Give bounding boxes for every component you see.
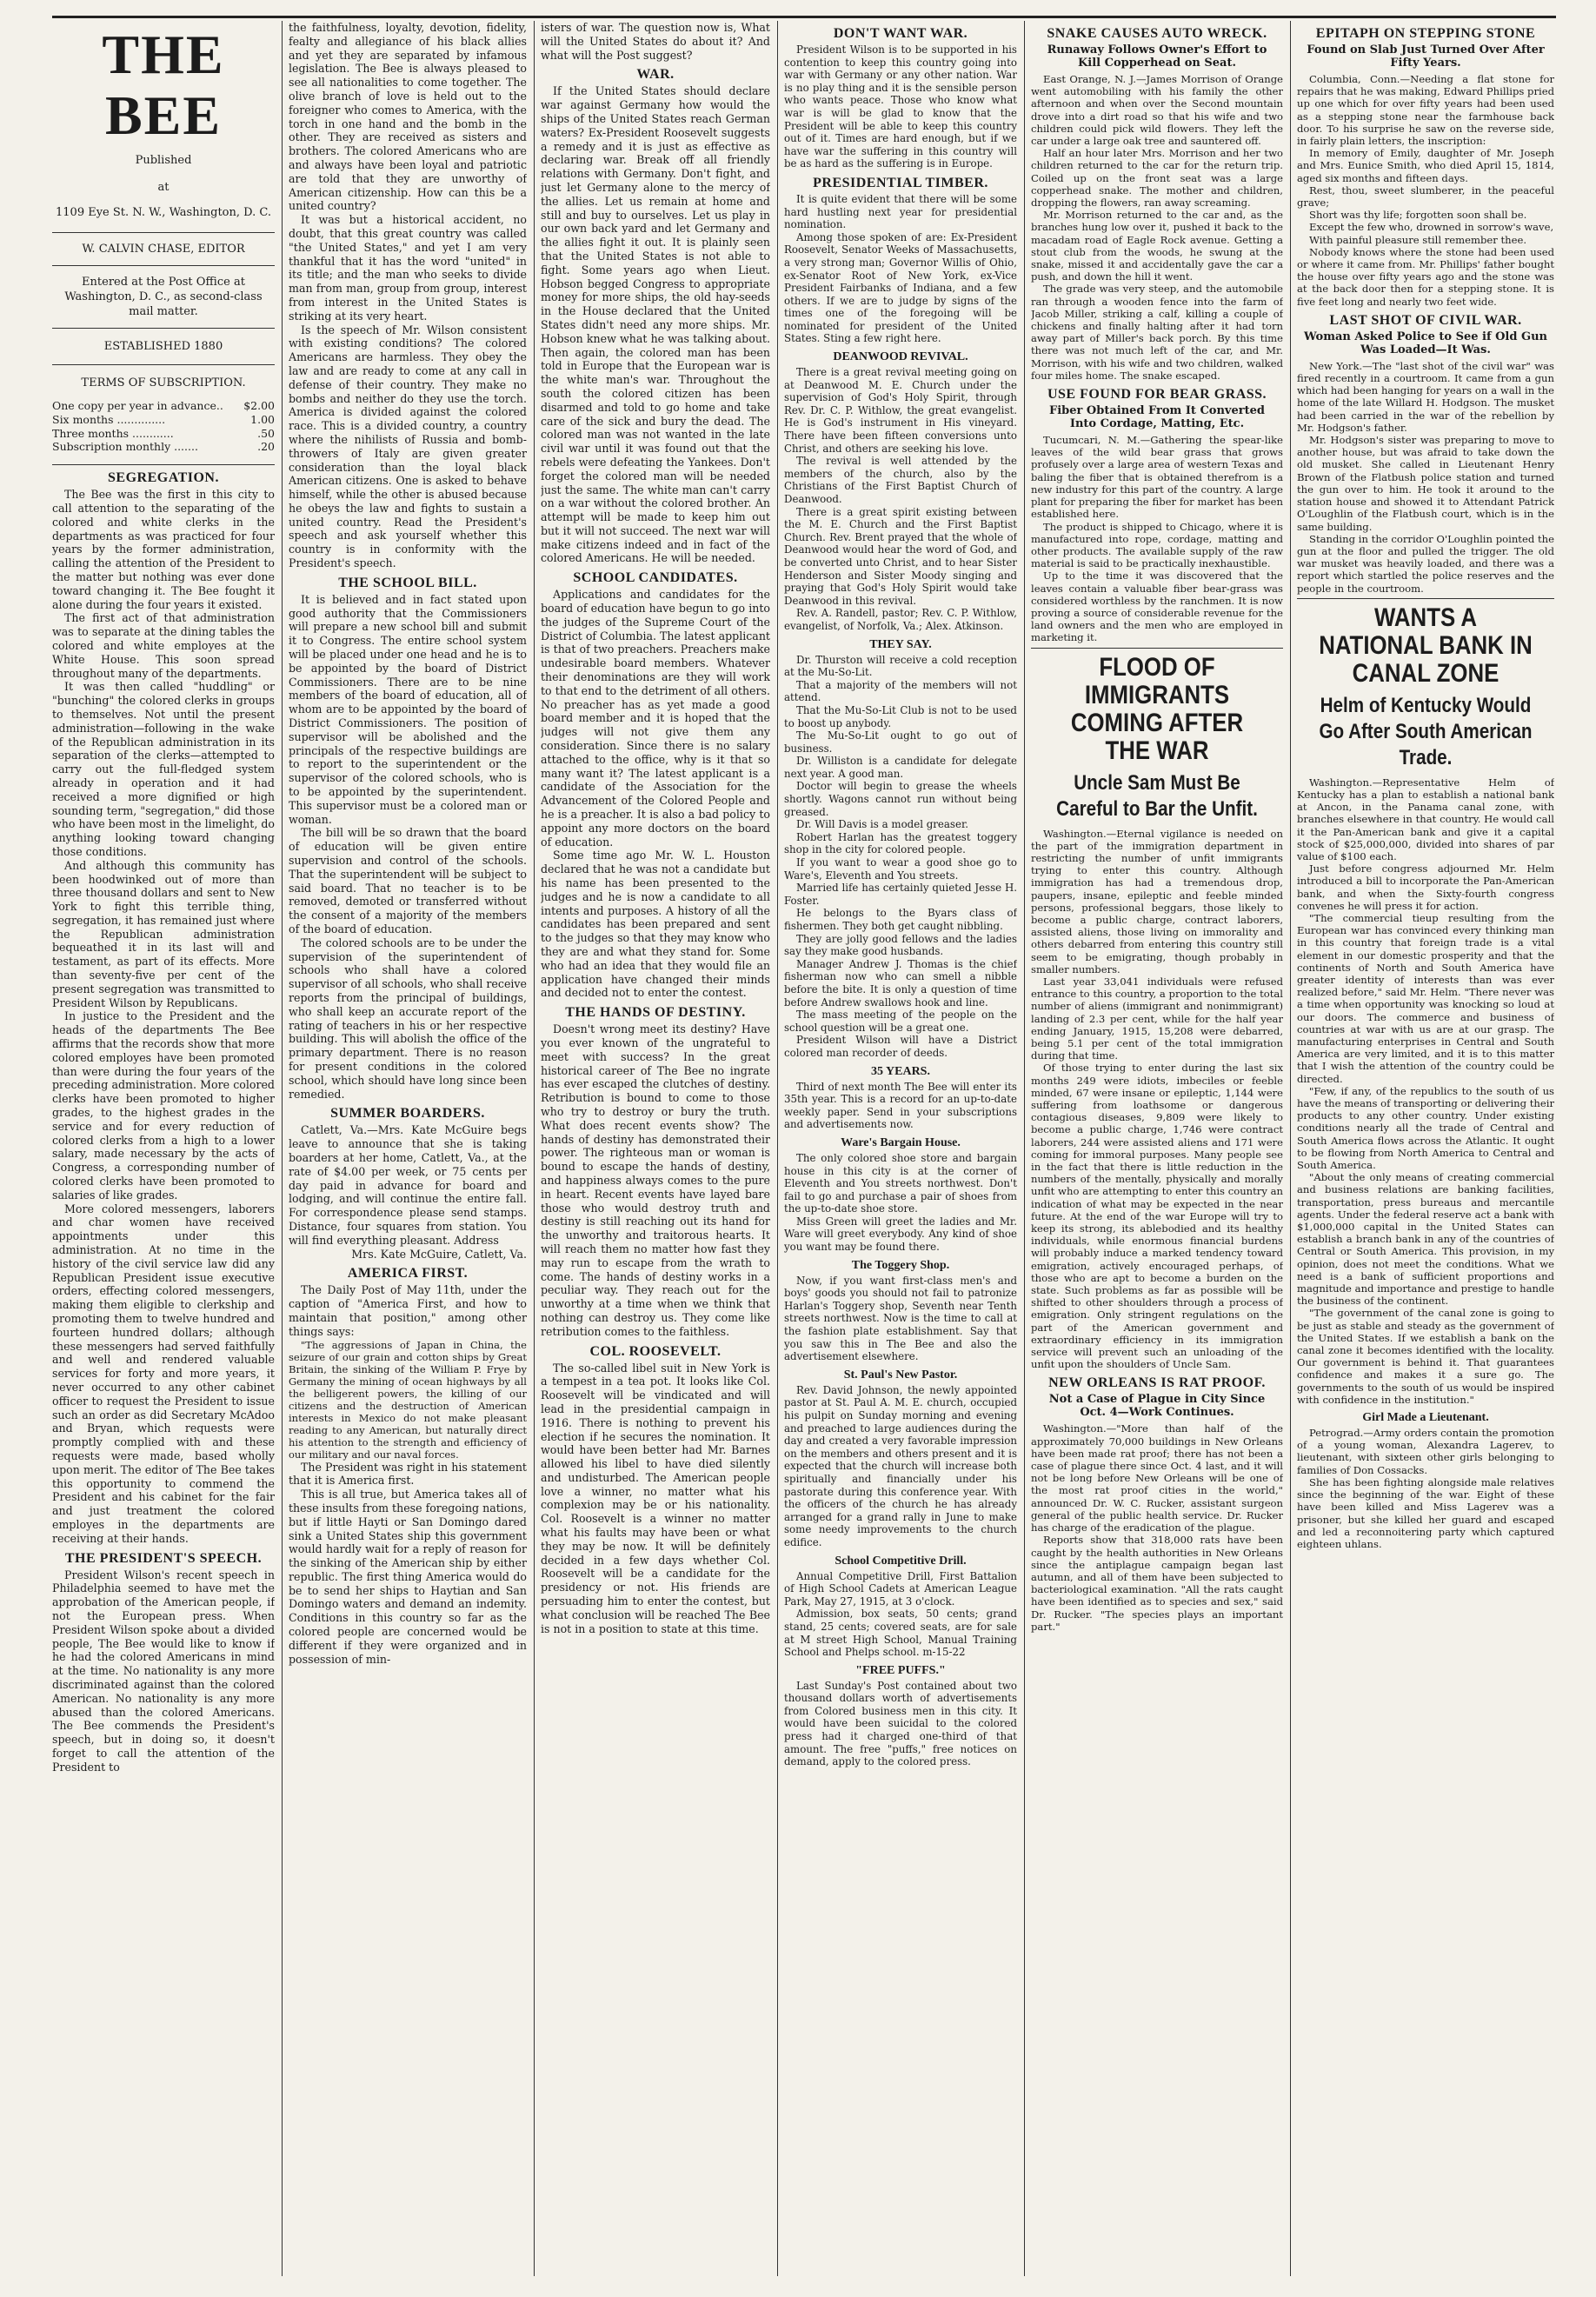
article-paragraph: Robert Harlan has the greatest toggery shop in the city for colored people. xyxy=(784,830,1017,856)
divider xyxy=(52,364,275,365)
article-paragraph: Admission, box seats, 50 cents; grand stand, 25 cents; covered seats, are for sale at M street High School, Manual Training School and Phelps school. m-15-22 xyxy=(784,1608,1017,1659)
headline-toggery-shop: The Toggery Shop. xyxy=(851,1258,950,1272)
article-paragraph: The bill will be so drawn that the board of education will be given entire supervision and control of the schools. That the superintendent will be subject to said board. That no teacher is to be removed, demoted or transferred without the consent of a majority of the members of the board of education. xyxy=(289,826,527,935)
article-paragraph: Is the speech of Mr. Wilson consistent with existing conditions? The colored Americans are harmless. They obey the law and are ready to come at any call in defense of their country. They make no bombs and neither do they use the torch. America is divided against the colored race. This is a divided country, a country where the nihilists of Russia and bomb-throwers of Italy are given greater consideration than the loyal black American citizens. One is asked to behave himself, while the other is abused because he obeys the law and fights to sustain a united country. Read the President's speech and ask yourself whether this country is in conformity with the President's speech. xyxy=(289,323,527,570)
article-paragraph: She has been fighting alongside male relatives since the beginning of the war. Eight of these have been killed and Miss Lagerev was a prisoner, but she killed her guard and escaped and led a reconnoitering party which captured eighteen uhlans. xyxy=(1297,1475,1554,1550)
headline-america-first: AMERICA FIRST. xyxy=(347,1266,469,1282)
article-paragraph: Petrograd.—Army orders contain the promotion of a young woman, Alexandra Lagerev, to lieutenant, with sixteen other girls belonging to families of Don Cossacks. xyxy=(1297,1427,1554,1476)
headline-last-shot: LAST SHOT OF CIVIL WAR. xyxy=(1329,312,1522,328)
terms-title: TERMS OF SUBSCRIPTION. xyxy=(81,376,246,389)
article-paragraph: It is quite evident that there will be some hard hustling next year for presidential nomination. xyxy=(784,192,1017,231)
column-rule xyxy=(777,21,778,2276)
article-paragraph: Catlett, Va.—Mrs. Kate McGuire begs leave to announce that she is taking boarders at her home, Catlett, Va., at the rate of $4.00 per week, or 75 cents per day paid in advance for board and lodging, and will continue the entire fall. For correspondence please send stamps. Distance, four squares from station. You will find everything pleasant. Address xyxy=(289,1123,527,1247)
established: ESTABLISHED 1880 xyxy=(103,340,223,353)
article-paragraph: Reports show that 318,000 rats have been caught by the health authorities in New Orleans since the antiplague campaign began last autumn, and all of them have been subjected to bacteriological examination. "All the rats caught have been identified as to species and sex," said Dr. Rucker. "The species plays an important part." xyxy=(1031,1534,1283,1633)
article-paragraph: The Daily Post of May 11th, under the caption of "America First, and how to maintain that position," among other things says: xyxy=(289,1283,527,1338)
article-paragraph: Standing in the corridor O'Loughlin pointed the gun at the floor and pulled the trigger. The old war musket was heavily loaded, and there was a report which startled the police reserves and the people in the courtroom. xyxy=(1297,532,1554,595)
headline-hands-of-destiny: THE HANDS OF DESTINY. xyxy=(565,1005,746,1021)
headline-presidential-timber: PRESIDENTIAL TIMBER. xyxy=(813,175,988,190)
address: 1109 Eye St. N. W., Washington, D. C. xyxy=(56,206,271,219)
headline-wares-bargain-house: Ware's Bargain House. xyxy=(841,1135,961,1149)
article-paragraph: President Wilson is to be supported in his contention to keep this country going into war with Germany or any other nation. War is no play thing and it is the sensible person who wants peace. Those who know what war is will be glad to know that the President will be able to keep this country out of it. Times are hard enough, but if we have war the suffering in this country will be as hard as the suffering is in Europe. xyxy=(784,43,1017,170)
article-paragraph: Just before congress adjourned Mr. Helm introduced a bill to incorporate the Pan-American bank, and when the Sixty-fourth congress convenes he will press it for action. xyxy=(1297,862,1554,912)
top-rule xyxy=(52,16,1556,18)
verse-line: Except the few who, drowned in sorrow's wave, xyxy=(1309,221,1554,234)
headline-deanwood-revival: DEANWOOD REVIVAL. xyxy=(833,350,968,364)
headline-col-roosevelt: COL. ROOSEVELT. xyxy=(589,1343,722,1359)
headline-school-bill: THE SCHOOL BILL. xyxy=(338,575,477,590)
terms-row: Six months .............. 1.00 xyxy=(52,412,275,426)
article-paragraph: Last Sunday's Post contained about two thousand dollars worth of advertisements from Colored business men in this city. It would have been suicidal to the colored press had it charged one-third of that amount. The free "puffs," free notices on demand, apply to the colored press. xyxy=(784,1679,1017,1768)
article-paragraph: The Bee was the first in this city to call attention to the separating of the colored and white clerks in the departments as was practiced for four years by the former administration, calling the attention of the President to the matter but nothing was ever done toward changing it. The Bee fought it alone during the four years it existed. xyxy=(52,488,275,611)
article-paragraph: There is a great revival meeting going on at Deanwood M. E. Church under the supervision of God's Holy Spirit, through Rev. Dr. C. P. Withlow, the great evangelist. He is God's instrument in His vineyard. There have been fifteen conversions unto Christ, and others are seeking his love. xyxy=(784,366,1017,455)
headline-presidents-speech: THE PRESIDENT'S SPEECH. xyxy=(64,1550,263,1566)
published-label: Published xyxy=(135,154,192,167)
divider xyxy=(52,265,275,266)
article-paragraph: It is believed and in fact stated upon good authority that the Commissioners will prepare a new school bill and submit it to Congress. The entire school system will be placed under one head and he is to be appointed by the board of District Commissioners. There are to be nine members of the board of education, all of whom are to be appointed by the board of District Commissioners. The position of supervisor will be abolished and the principals of the respective buildings are to report to the superintendent or the supervisor of the colored schools, who is to be appointed by the superintendent. This supervisor must be a colored man or woman. xyxy=(289,592,527,826)
terms-row: Subscription monthly ....... .20 xyxy=(52,440,275,454)
divider xyxy=(52,328,275,329)
article-paragraph: Annual Competitive Drill, First Battalion of High School Cadets at American League Park, May 27, 1915, at 3 o'clock. xyxy=(784,1569,1017,1608)
column-rule xyxy=(282,21,283,2276)
article-paragraph: Miss Green will greet the ladies and Mr. Ware will greet everybody. Any kind of shoe you want may be found there. xyxy=(784,1215,1017,1254)
article-paragraph: "Few, if any, of the republics to the south of us have the means of transporting or delivering their products to any other country. Under existing conditions nearly all the trade of Central and South America flows across the Atlantic. It ought to be flowing from North America to Central and South America. xyxy=(1297,1084,1554,1172)
article-paragraph: Washington.—Representative Helm of Kentucky has a plan to establish a national bank at Ancon, in the Panama canal zone, with branches elsewhere in that country. He would call it the Pan-American bank and give it a capital stock of $25,000,000, divided into shares of par value of $100 each. xyxy=(1297,776,1554,862)
article-paragraph: Rev. David Johnson, the newly appointed pastor at St. Paul A. M. E. church, occupied his pulpit on Sunday morning and evening and preached to large audiences during the day and created a very favorable impression on the members and others present and it is expected that the church will increase both spiritually and financially under his pastorate during this conference year. With the officers of the church he has already arranged for a grand rally in June to make some needy improvements to the church edifice. xyxy=(784,1383,1017,1548)
article-paragraph: This is all true, but America takes all of these insults from these foregoing nations, but if little Hayti or San Domingo dared sink a United States ship this government would hardly wait for a reply of reason for the sinking of the American ship by either republic. The first thing America would do be to send her ships to Haytian and San Domingo waters and demand an indemity. Conditions in this country so far as the colored people are concerned would be different if they were organized and in possession of min- xyxy=(289,1488,527,1666)
article-paragraph: Manager Andrew J. Thomas is the chief fisherman now who can smell a nibble before the bite. It is only a question of time before Andrew swallows hook and line. xyxy=(784,957,1017,1009)
verse-line: With painful pleasure still remember thee. xyxy=(1309,233,1527,246)
headline-war: WAR. xyxy=(636,67,675,83)
article-paragraph: If you want to wear a good shoe go to Ware's, Eleventh and You streets. xyxy=(784,856,1017,882)
column-1 xyxy=(52,21,275,2276)
subhead: Woman Asked Police to See if Old Gun Was Loaded—It Was. xyxy=(1304,330,1547,356)
article-paragraph: President Wilson will have a District colored man recorder of deeds. xyxy=(784,1034,1017,1059)
article-paragraph: There is a great spirit existing between the M. E. Church and the First Baptist Church. Rev. Brent prayed that the whole of Deanwood would hear the word of God, and be converted unto Christ, and to hear Sister Henderson and Sister Moody singing and praying that God's Holy Spirit would take Deanwood in this revival. xyxy=(784,505,1017,607)
article-paragraph: Dr. Thurston will receive a cold reception at the Mu-So-Lit. xyxy=(784,653,1017,679)
article-paragraph: Now, if you want first-class men's and boys' goods you should not fail to patronize Harlan's Toggery shop, Seventh near Tenth streets northwest. Now is the time to call at the fashion plate establishment. Say that you saw this in The Bee and also the advertisement elsewhere. xyxy=(784,1274,1017,1363)
headline-snake-auto-wreck: SNAKE CAUSES AUTO WRECK. xyxy=(1047,26,1267,41)
article-paragraph: New York.—The "last shot of the civil war" was fired recently in a courtroom. It came from a gun which had been hanging for years on a wall in the home of the late Willard H. Hodgson. The musket had been carried in the war of the rebellion by Mr. Hodgson's father. xyxy=(1297,359,1554,434)
article-paragraph: isters of war. The question now is, What will the United States do about it? And what will the Post suggest? xyxy=(541,21,770,62)
article-paragraph: the faithfulness, loyalty, devotion, fidelity, fealty and allegiance of his black allies and yet they are separated by infamous legislation. The Bee is always pleased to see all nationalities to come together. The olive branch of love is held out to the foreigner who comes to America, with the torch in one hand and the bomb in the other. They are received as sisters and brothers. The colored Americans who are and always have been loyal and patriotic are told that they are unworthy of American citizenship. How can this be a united country? xyxy=(289,21,527,213)
article-paragraph: Washington.—"More than half of the approximately 70,000 buildings in New Orleans have been made rat proof; there has not been a case of plague there since Oct. 4 last, and it will not be long before New Orleans will be one of the most rat proof cities in the world," announced Dr. W. C. Rucker, assistant surgeon general of the public health service. Dr. Rucker has charge of the eradication of the plague. xyxy=(1031,1422,1283,1535)
column-rule xyxy=(534,21,535,2276)
masthead-title: THE BEE xyxy=(102,23,225,146)
article-paragraph: Some time ago Mr. W. L. Houston declared that he was not a candidate but his name has been presented to the judges and he is now a candidate to all intents and purposes. A history of all the candidates has been prepared and sent to the judges so that they may know who they are and what they stand for. Some who had an idea that they would file an application have changed their minds and decided not to enter the contest. xyxy=(541,849,770,1000)
article-paragraph: The so-called libel suit in New York is a tempest in a tea pot. It looks like Col. Roosevelt will be vindicated and will lead in the presidential campaign in 1916. There is nothing to prevent his election if he secures the nomination. It would have been better had Mr. Barnes allowed his libel to have died silently and undisturbed. The American people love a winner, no matter what his complexion may be or his nationality. Col. Roosevelt is a winner no matter what his faults may have been or what they may be now. It will be definitely decided in a few days whether Col. Roosevelt will be a candidate for the presidency or not. His friends are persuading him to enter the contest, but what conclusion will be reached The Bee is not in a position to state at this time. xyxy=(541,1361,770,1635)
article-paragraph: Up to the time it was discovered that the leaves contain a valuable fiber bear-grass was considered worthless by the ranchmen. It is now proving a source of considerable revenue for the land owners and the men who are employed in marketing it. xyxy=(1031,569,1283,644)
column-5 xyxy=(1031,21,1283,2276)
headline-bear-grass: USE FOUND FOR BEAR GRASS. xyxy=(1047,387,1267,403)
column-4 xyxy=(784,21,1017,2276)
article-paragraph: And although this community has been hoodwinked out of more than three thousand dollars and sent to New York to fight this terrible thing, segregation, it has remained just where the Republican administration bequeathed it in its last will and testament, as part of its effects. More than seventy-five per cent of the present segregation was transmitted to President Wilson by Republicans. xyxy=(52,858,275,1009)
article-paragraph: Mr. Hodgson's sister was preparing to move to another house, but was afraid to take down the old musket. She called in Lieutenant Henry Brown of the Flatbush police station and turned the gun over to him. He took it around to the station house and showed it to Attendant Patrick O'Loughlin of the Flatbush court, which is in the same building. xyxy=(1297,434,1554,533)
headline-dont-want-war: DON'T WANT WAR. xyxy=(833,26,968,41)
entered-notice: Entered at the Post Office at Washington, D. C., as second-class mail matter. xyxy=(64,276,263,318)
article-paragraph: Washington.—Eternal vigilance is needed on the part of the immigration department in restricting the number of unfit immigrants trying to enter this country. Although immigration has had a tremendous drop, paupers, insane, epileptic and feeble minded persons, professional beggars, those likely to become a public charge, contract laborers, assisted aliens, those living on immorality and others debarred from entering this country still seem to be emigrating, though probably in smaller numbers. xyxy=(1031,827,1283,975)
article-paragraph: Nobody knows where the stone had been used or where it came from. Mr. Phillips' father bought the house over fifty years ago and the stone was at the back door then for a stepping stone. It is five feet long and nearly two feet wide. xyxy=(1297,245,1554,308)
article-paragraph: The President was right in his statement that it is America first. xyxy=(289,1460,527,1488)
divider xyxy=(1297,598,1554,599)
column-3 xyxy=(541,21,770,2276)
headline-girl-lieutenant: Girl Made a Lieutenant. xyxy=(1362,1411,1489,1425)
headline-st-pauls-pastor: St. Paul's New Pastor. xyxy=(843,1368,958,1382)
article-paragraph: Married life has certainly quieted Jesse H. Foster. xyxy=(784,882,1017,907)
headline-segregation: SEGREGATION. xyxy=(108,470,219,486)
article-paragraph: It was but a historical accident, no doubt, that this great country was called "the United States," and yet I am very thankful that it has the word "united" in its title; and the man who seeks to divide man from man, group from group, interest from interest in the United States is striking at its very heart. xyxy=(289,213,527,323)
headline-new-orleans: NEW ORLEANS IS RAT PROOF. xyxy=(1048,1375,1266,1391)
article-paragraph: East Orange, N. J.—James Morrison of Orange went automobiling with his family the other afternoon and when over the Second mountain drove into a dirt road so that his wife and two children could pick wild flowers. They left the car under a large oak tree and sauntered off. xyxy=(1031,73,1283,148)
subhead: Runaway Follows Owner's Effort to Kill Copperhead on Seat. xyxy=(1047,43,1267,70)
article-paragraph: Columbia, Conn.—Needing a flat stone for repairs that he was making, Edward Phillips pried up one which for over fifty years had been used as a stepping stone near the farmhouse back door. To his surprise he saw on the reverse side, in fairly plain letters, the inscription: xyxy=(1297,73,1554,148)
headline-epitaph: EPITAPH ON STEPPING STONE xyxy=(1315,26,1536,41)
article-paragraph: Tucumcari, N. M.—Gathering the spear-like leaves of the wild bear grass that grows profusely over a large area of western Texas and baling the fiber that is obtained therefrom is a new industry for this part of the country. A large plant for preparing the fiber for market has been established here. xyxy=(1031,434,1283,521)
headline-summer-boarders: SUMMER BOARDERS. xyxy=(330,1106,485,1122)
headline-free-puffs: "FREE PUFFS." xyxy=(855,1663,946,1677)
headline-they-say: THEY SAY. xyxy=(869,637,932,651)
terms-row: Three months ............ .50 xyxy=(52,426,275,440)
headline-national-bank: WANTS A NATIONAL BANK IN CANAL ZONE xyxy=(1319,603,1533,688)
article-paragraph: Applications and candidates for the board of education have begun to go into the judges of the Supreme Court of the District of Columbia. The latest applicant is that of two preachers. Preachers make undesirable board members. Whatever their denominations are they will work to that end to the detriment of all others. No preacher has as yet made a good board member and it is hoped that the judges will not give them any consideration. Since there is no salary attached to the office, why is it that so many want it? The latest applicant is a candidate of the Association for the Advancement of the Colored People and he is a preacher. It is also a bad policy to appoint any more doctors on the board of education. xyxy=(541,588,770,849)
divider xyxy=(52,232,275,233)
article-paragraph: That a majority of the members will not attend. xyxy=(784,678,1017,704)
newspaper-page xyxy=(52,16,1556,2276)
divider xyxy=(52,464,275,465)
article-paragraph: Among those spoken of are: Ex-President Roosevelt, Senator Weeks of Massachusetts, a very strong man; Governor Willis of Ohio, ex-Senator Root of New York, ex-Vice President Fairbanks of Indiana, and a few others. If we are to judge by signs of the times one of the foregoing will be nominated for president of the United States. Sting a few right here. xyxy=(784,230,1017,345)
article-paragraph: Doesn't wrong meet its destiny? Have you ever known of the ungrateful to meet with success? In the great historical career of The Bee no ingrate has ever escaped the clutches of destiny. Retribution is bound to come to those who try to destroy or bury the truth. What does recent events show? The hands of destiny has demonstrated their power. The righteous man or woman is bound to escape the hands of destiny, and happiness always comes to the pure in heart. Recent events have layed bare those who would destroy truth and destiny is still reaching out its hand for the unworthy and traitorous hearts. It will reach them no matter how fast they may run to escape from the wrath to come. The hands of destiny works in a peculiar way. They reach out for the unworthy at a time when we think that nothing can destroy us. They come like retribution comes to the faithless. xyxy=(541,1022,770,1338)
article-paragraph: If the United States should declare war against Germany how would the ships of the United States reach German waters? Ex-President Roosevelt suggests a remedy and it is just as effective as declaring war. Break off all friendly relations with Germany. Don't fight, and just let Germany alone to the mercy of the allies. Let us remain at home and still and buy to ourselves. Let us play in our own back yard and let Germany and the allies fight it out. It is plainly seen that the United States is not able to fight. Some years ago when Lieut. Hobson begged Congress to appropriate money for more ships, the old hay-seeds in the House declared that the United States didn't need any more ships. Mr. Hobson knew what he was talking about. Then again, the colored man has been told in Europe that the European war is the white man's war. Throughout the south the colored citizen has been disarmed and told to go home and take care of the sick and bury the dead. The colored man was not wanted in the late civil war until it was found out that the rebels were defeating the Yankees. Don't forget the colored man will be needed just the same. The white man can't carry on a war without the colored brother. An attempt will be made to keep him out but it will not succeed. The next war will make citizens indeed and in fact of the colored Americans. He will be needed. xyxy=(541,84,770,565)
article-paragraph: More colored messengers, laborers and char women have received appointments under this administration. At no time in the history of the civil service law did any Republican President issue executive orders, effecting colored messengers, making them eligible to clerkship and promoting them to twelve hundred and fourteen hundred dollars; although these messengers had served faithfully and well and rendered valuable services for forty and more years, it never occurred to any other cabinet officer to request the President to issue such an order as did Secretary McAdoo and Bryan, which requests were promptly complied with and these requests were made, based wholly upon merit. The editor of The Bee takes this opportunity to commend the President and his cabinet for the fair and just treatment the colored employes in the departments are receiving at their hands. xyxy=(52,1202,275,1545)
column-rule xyxy=(1290,21,1291,2276)
headline-competitive-drill: School Competitive Drill. xyxy=(835,1554,967,1568)
article-paragraph: Dr. Will Davis is a model greaser. xyxy=(796,818,969,831)
divider xyxy=(1031,648,1283,649)
article-paragraph: The product is shipped to Chicago, where it is manufactured into rope, cordage, matting and other products. The available supply of the raw material is said to be practically inexhaustible. xyxy=(1031,520,1283,570)
article-paragraph: The revival is well attended by the members of the church, also by the Christians of the First Baptist Church of Deanwood. xyxy=(784,455,1017,505)
article-paragraph: President Wilson's recent speech in Philadelphia seemed to have met the approbation of the American people, if not the European press. When President Wilson spoke about a divided people, The Bee would like to know if he had the colored Americans in mind at the time. No nationality is any more discriminated against than the colored American. No nationality is any more abused than the colored Americans. The Bee commends the President's speech, but in doing so, it doesn't forget to call the attention of the President to xyxy=(52,1568,275,1774)
article-paragraph: In justice to the President and the heads of the departments The Bee affirms that the records show that more colored employes have been promoted than were during the four years of the preceding administration. More colored clerks have been promoted to higher grades, to the highest grades in the service and for every reduction of colored clerks from a high to a lower salary, made necessary by the acts of Congress, a corresponding number of colored clerks have been promoted to salaries of like grades. xyxy=(52,1009,275,1202)
subhead-helm: Helm of Kentucky Would Go After South American Trade. xyxy=(1319,693,1533,769)
article-paragraph: Rev. A. Randell, pastor; Rev. C. P. Withlow, evangelist, of Norfolk, Va.; Alex. Atkinson. xyxy=(784,607,1017,632)
column-6 xyxy=(1297,21,1554,2276)
article-paragraph: He belongs to the Byars class of fishermen. They both get caught nibbling. xyxy=(784,907,1017,932)
article-paragraph: That the Mu-So-Lit Club is not to be used to boost up anybody. xyxy=(784,703,1017,729)
article-paragraph: Dr. Williston is a candidate for delegate next year. A good man. xyxy=(784,755,1017,780)
article-paragraph: The Mu-So-Lit ought to go out of business. xyxy=(784,729,1017,755)
article-paragraph: In memory of Emily, daughter of Mr. Joseph and Mrs. Eunice Smith, who died April 15, 1814, aged six months and fifteen days. xyxy=(1297,147,1554,184)
article-paragraph: Last year 33,041 individuals were refused entrance to this country, a proportion to the total number of aliens (immigrant and nonimmigrant) landing of 2.3 per cent, while for the half year ending January, 1915, 15,208 were debarred, being 5.1 per cent of the total immigration during that time. xyxy=(1031,975,1283,1062)
article-paragraph: "The government of the canal zone is going to be just as stable and steady as the government of the United States. If we establish a bank on the canal zone it becomes identified with the locality. Our government is behind it. That guarantees confidence and makes it a sure go. The governments to the south of us would be inspired with confidence in the institution." xyxy=(1297,1307,1554,1406)
article-paragraph: The first act of that administration was to separate at the dining tables the colored and white employes at the White House. This soon spread throughout many of the departments. xyxy=(52,611,275,680)
article-paragraph: The mass meeting of the people on the school question will be a great one. xyxy=(784,1009,1017,1034)
terms-table xyxy=(52,399,275,454)
column-2 xyxy=(289,21,527,2276)
verse-line: Rest, thou, sweet slumberer, in the peaceful grave; xyxy=(1297,183,1554,210)
editor: W. CALVIN CHASE, EDITOR xyxy=(82,243,245,256)
subhead: Not a Case of Plague in City Since Oct. 4—Work Continues. xyxy=(1048,1393,1266,1420)
article-paragraph: The colored schools are to be under the supervision of the superintendent of schools who shall have a colored supervisor of all schools, who shall receive reports from the principal of buildings, who shall keep an accurate report of the rating of teachers in his or her respective building. This will abolish the office of the primary department. There is no reason for present conditions in the colored school, which should have long since been remedied. xyxy=(289,935,527,1101)
article-paragraph: Mr. Morrison returned to the car and, as the branches hung low over it, pushed it back to the macadam road of Eagle Rock avenue. Getting a stout club from the woods, he swung at the snake, missed it and accidentally gave the car a push, and down the hill it went. xyxy=(1031,209,1283,283)
article-paragraph: Of those trying to enter during the last six months 249 were idiots, imbeciles or feeble minded, 67 were insane or epileptic, 1,144 were suffering from loathsome or dangerous contagious diseases, 9,809 were likely to become a public charge, 1,746 were contract laborers, 244 were assisted aliens and 171 were coming for immoral purposes. Many people see in the fact that there is little reduction in the numbers of the mentally, physically and morally unfit who are attempting to enter this country an indication of what may be expected in the near future. At the end of the war Europe will try to keep its strong, its ablebodied and its healthy individuals, while enormous financial burdens will probably induce a marked tendency toward emigration, actively encouraged perhaps, of those who are apt to become a burden on the state. Such problems as far as possible will be shifted to other shoulders through a process of emigration. Only stringent regulations on the part of the American government and extraordinary efficiency in its immigration service will prevent such an unloading of the unfit upon the shoulders of Uncle Sam. xyxy=(1031,1062,1283,1371)
article-paragraph: Third of next month The Bee will enter its 35th year. This is a record for an up-to-date weekly paper. Send in your subscriptions and advertisements now. xyxy=(784,1080,1017,1131)
headline-school-candidates: SCHOOL CANDIDATES. xyxy=(573,570,738,586)
article-paragraph: They are jolly good fellows and the ladies say they make good husbands. xyxy=(784,932,1017,958)
at-label: at xyxy=(157,181,170,194)
subhead: Fiber Obtained From It Converted Into Cordage, Matting, Etc. xyxy=(1049,404,1265,431)
subhead-uncle-sam: Uncle Sam Must Be Careful to Bar the Unfit. xyxy=(1056,770,1258,821)
article-paragraph: "The commercial tieup resulting from the European war has convinced every thinking man in this country that foreign trade is a vital element in our domestic prosperity and that the continents of North and South America have greater identity of interests than was ever realized before," said Mr. Helm. "There never was a time when opportunity was knocking so loud at our doors. The commerce and business of countries at war with us are at our grasp. The manufacturing enterprises in Central and South America are very limited, and it is to this matter that I wish the attention of the country could be directed. xyxy=(1297,911,1554,1085)
article-paragraph: It was then called "huddling" or "bunching" the colored clerks in groups to themselves. Not until the present administration—following in the wake of the Republican administration in its separation of the clerks—attempted to carry out the full-fledged system already in operation and it had received a more dignified or high sounding term, "segregation," did those who have been most in the limelight, do anything looking toward changing those conditions. xyxy=(52,680,275,858)
column-rule xyxy=(1024,21,1025,2276)
subhead: Found on Slab Just Turned Over After Fifty Years. xyxy=(1307,43,1545,70)
terms-row: One copy per year in advance.. $2.00 xyxy=(52,399,275,412)
headline-flood-of-immigrants: FLOOD OF IMMIGRANTS COMING AFTER THE WAR xyxy=(1070,652,1244,765)
article-paragraph: Half an hour later Mrs. Morrison and her two children returned to the car for the return trip. Coiled up on the front seat was a large copperhead snake. The mother and children, dropping the flowers, ran away screaming. xyxy=(1031,147,1283,210)
verse-line: Short was thy life; forgotten soon shall be. xyxy=(1309,209,1527,222)
article-paragraph: The grade was very steep, and the automobile ran through a wooden fence into the farm of Jacob Miller, striking a calf, killing a couple of chickens and finally halting after it had torn away part of Miller's back porch. By this time there was not much left of the car, and Mr. Morrison, with his wife and two children, walked four miles home. The snake escaped. xyxy=(1031,283,1283,382)
article-paragraph: "About the only means of creating commercial and business relations are banking facilities, transportation, press bureaus and mercantile agents. Under the federal reserve act a bank with $1,000,000 capital in the United States can establish a branch bank in any of the countries of Central or South America. This provision, in my opinion, does not meet the conditions. What we need is a bank of sufficient proportions and magnitude and importance and prestige to handle the business of the continent. xyxy=(1297,1171,1554,1308)
article-paragraph: The only colored shoe store and bargain house in this city is at the corner of Eleventh and You streets northwest. Don't fail to go and purchase a pair of shoes from the up-to-date shoe store. xyxy=(784,1151,1017,1215)
article-paragraph: Mrs. Kate McGuire, Catlett, Va. xyxy=(351,1247,527,1261)
article-paragraph: "The aggressions of Japan in China, the seizure of our grain and cotton ships by Great Britain, the sinking of the William P. Frye by Germany the mining of ocean highways by all the belligerent powers, the killing of our citizens and the destruction of American interests in Mexico do not make pleasant reading to any American, but naturally direct his attention to the strength and efficiency of our military and our naval forces. xyxy=(289,1338,527,1461)
headline-35-years: 35 YEARS. xyxy=(871,1064,930,1078)
article-paragraph: Doctor will begin to grease the wheels shortly. Wagons cannot run without being greased. xyxy=(784,780,1017,818)
